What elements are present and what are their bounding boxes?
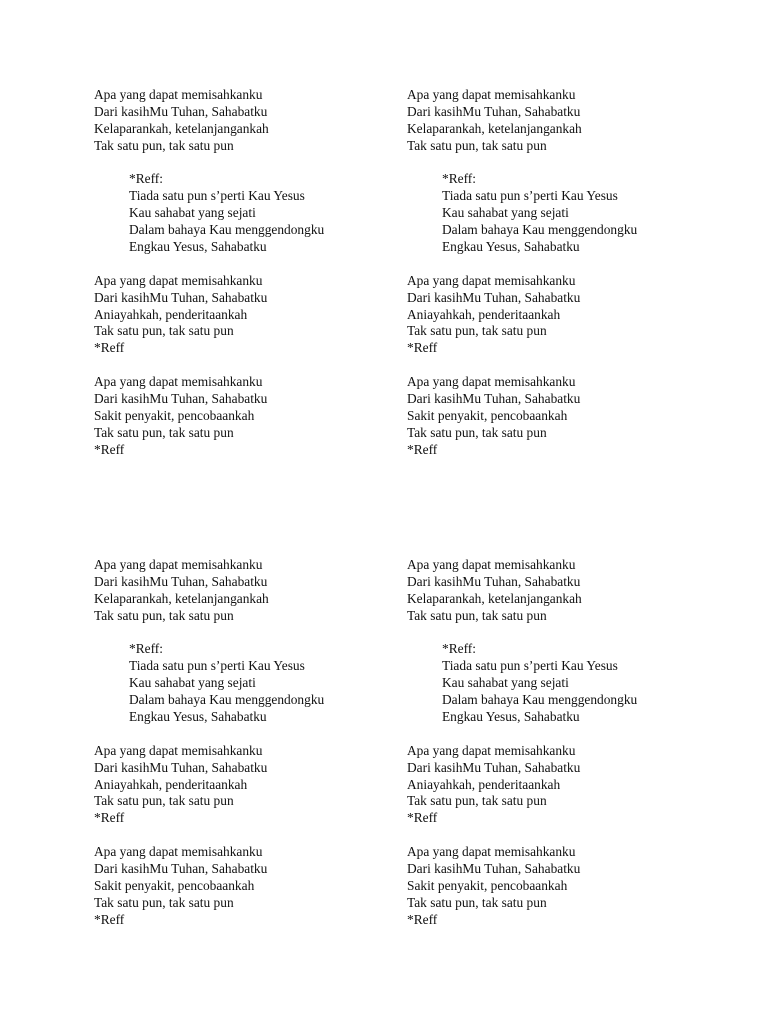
reff-line: Dalam bahaya Kau menggendongku	[129, 222, 325, 238]
verse3-line: Sakit penyakit, pencobaankah	[94, 407, 255, 423]
verse1-line: Apa yang dapat memisahkanku	[94, 87, 263, 102]
reff-line: Tiada satu pun s’perti Kau Yesus	[129, 188, 305, 204]
verse3-reff-marker: *Reff	[407, 441, 438, 457]
stanza-gap	[94, 625, 424, 642]
reff-line: Engkau Yesus, Sahabatku	[442, 239, 580, 255]
reff-label: *Reff:	[442, 641, 476, 657]
verse1-line: Kelaparankah, ketelanjangankah	[94, 590, 269, 606]
verse3-line: Apa yang dapat memisahkanku	[94, 844, 263, 860]
verse1-line: Kelaparankah, ketelanjangankah	[94, 120, 269, 136]
verse2-line: Aniayahkah, penderitaankah	[94, 776, 248, 792]
verse3-reff-marker: *Reff	[94, 911, 125, 927]
verse2-reff-marker: *Reff	[407, 340, 438, 356]
stanza-gap	[94, 155, 424, 172]
verse1-line: Dari kasihMu Tuhan, Sahabatku	[407, 573, 581, 589]
reff-line: Tiada satu pun s’perti Kau Yesus	[442, 658, 618, 674]
verse1-line: Tak satu pun, tak satu pun	[407, 607, 547, 623]
verse2-line: Aniayahkah, penderitaankah	[407, 306, 561, 322]
verse3-line: Tak satu pun, tak satu pun	[407, 894, 547, 910]
reff-line: Kau sahabat yang sejati	[442, 675, 569, 691]
stanza-gap	[94, 827, 424, 844]
verse2-line: Dari kasihMu Tuhan, Sahabatku	[94, 759, 268, 775]
lyrics-block-bottom-right	[407, 557, 737, 929]
verse3-line: Tak satu pun, tak satu pun	[407, 424, 547, 440]
verse3-line: Sakit penyakit, pencobaankah	[407, 877, 568, 893]
stanza-gap	[94, 726, 424, 743]
lyrics-block-top-left	[94, 87, 424, 459]
verse1-line: Dari kasihMu Tuhan, Sahabatku	[94, 573, 268, 589]
verse3-line: Apa yang dapat memisahkanku	[407, 844, 576, 860]
reff-line: Dalam bahaya Kau menggendongku	[442, 692, 638, 708]
verse2-reff-marker: *Reff	[407, 810, 438, 826]
reff-line: Kau sahabat yang sejati	[129, 675, 256, 691]
verse2-line: Tak satu pun, tak satu pun	[94, 793, 234, 809]
reff-line: Kau sahabat yang sejati	[442, 205, 569, 221]
reff-line: Kau sahabat yang sejati	[129, 205, 256, 221]
verse3-line: Dari kasihMu Tuhan, Sahabatku	[407, 391, 581, 407]
verse1-line: Tak satu pun, tak satu pun	[407, 137, 547, 153]
lyrics-block-top-right	[407, 87, 737, 459]
verse2-line: Dari kasihMu Tuhan, Sahabatku	[407, 759, 581, 775]
stanza-gap	[94, 357, 424, 374]
verse3-line: Dari kasihMu Tuhan, Sahabatku	[407, 861, 581, 877]
verse3-reff-marker: *Reff	[94, 441, 125, 457]
verse2-line: Apa yang dapat memisahkanku	[94, 272, 263, 288]
verse2-line: Aniayahkah, penderitaankah	[407, 776, 561, 792]
verse2-reff-marker: *Reff	[94, 340, 125, 356]
verse2-line: Dari kasihMu Tuhan, Sahabatku	[407, 289, 581, 305]
verse1-line: Apa yang dapat memisahkanku	[407, 557, 576, 572]
verse2-line: Aniayahkah, penderitaankah	[94, 306, 248, 322]
verse3-line: Sakit penyakit, pencobaankah	[407, 407, 568, 423]
verse3-line: Sakit penyakit, pencobaankah	[94, 877, 255, 893]
reff-label: *Reff:	[129, 641, 163, 657]
verse2-line: Tak satu pun, tak satu pun	[94, 323, 234, 339]
verse3-line: Apa yang dapat memisahkanku	[407, 374, 576, 390]
reff-label: *Reff:	[442, 171, 476, 187]
lyrics-block-bottom-left	[94, 557, 424, 929]
reff-line: Engkau Yesus, Sahabatku	[442, 709, 580, 725]
reff-label: *Reff:	[129, 171, 163, 187]
verse2-line: Dari kasihMu Tuhan, Sahabatku	[94, 289, 268, 305]
reff-line: Engkau Yesus, Sahabatku	[129, 239, 267, 255]
verse3-line: Apa yang dapat memisahkanku	[94, 374, 263, 390]
reff-line: Tiada satu pun s’perti Kau Yesus	[442, 188, 618, 204]
verse1-line: Kelaparankah, ketelanjangankah	[407, 120, 582, 136]
stanza-gap	[407, 625, 737, 642]
verse2-line: Apa yang dapat memisahkanku	[407, 272, 576, 288]
verse1-line: Dari kasihMu Tuhan, Sahabatku	[407, 103, 581, 119]
stanza-gap	[407, 256, 737, 273]
reff-line: Engkau Yesus, Sahabatku	[129, 709, 267, 725]
stanza-gap	[407, 155, 737, 172]
stanza-gap	[94, 256, 424, 273]
verse2-line: Apa yang dapat memisahkanku	[407, 742, 576, 758]
verse1-line: Kelaparankah, ketelanjangankah	[407, 590, 582, 606]
verse3-reff-marker: *Reff	[407, 911, 438, 927]
verse3-line: Tak satu pun, tak satu pun	[94, 424, 234, 440]
reff-line: Tiada satu pun s’perti Kau Yesus	[129, 658, 305, 674]
reff-line: Dalam bahaya Kau menggendongku	[442, 222, 638, 238]
verse1-line: Tak satu pun, tak satu pun	[94, 607, 234, 623]
verse3-line: Tak satu pun, tak satu pun	[94, 894, 234, 910]
stanza-gap	[407, 726, 737, 743]
verse2-line: Apa yang dapat memisahkanku	[94, 742, 263, 758]
verse3-line: Dari kasihMu Tuhan, Sahabatku	[94, 391, 268, 407]
verse1-line: Apa yang dapat memisahkanku	[407, 87, 576, 102]
verse1-line: Dari kasihMu Tuhan, Sahabatku	[94, 103, 268, 119]
stanza-gap	[407, 357, 737, 374]
verse2-reff-marker: *Reff	[94, 810, 125, 826]
verse1-line: Apa yang dapat memisahkanku	[94, 557, 263, 572]
verse3-line: Dari kasihMu Tuhan, Sahabatku	[94, 861, 268, 877]
verse2-line: Tak satu pun, tak satu pun	[407, 323, 547, 339]
stanza-gap	[407, 827, 737, 844]
reff-line: Dalam bahaya Kau menggendongku	[129, 692, 325, 708]
verse2-line: Tak satu pun, tak satu pun	[407, 793, 547, 809]
verse1-line: Tak satu pun, tak satu pun	[94, 137, 234, 153]
